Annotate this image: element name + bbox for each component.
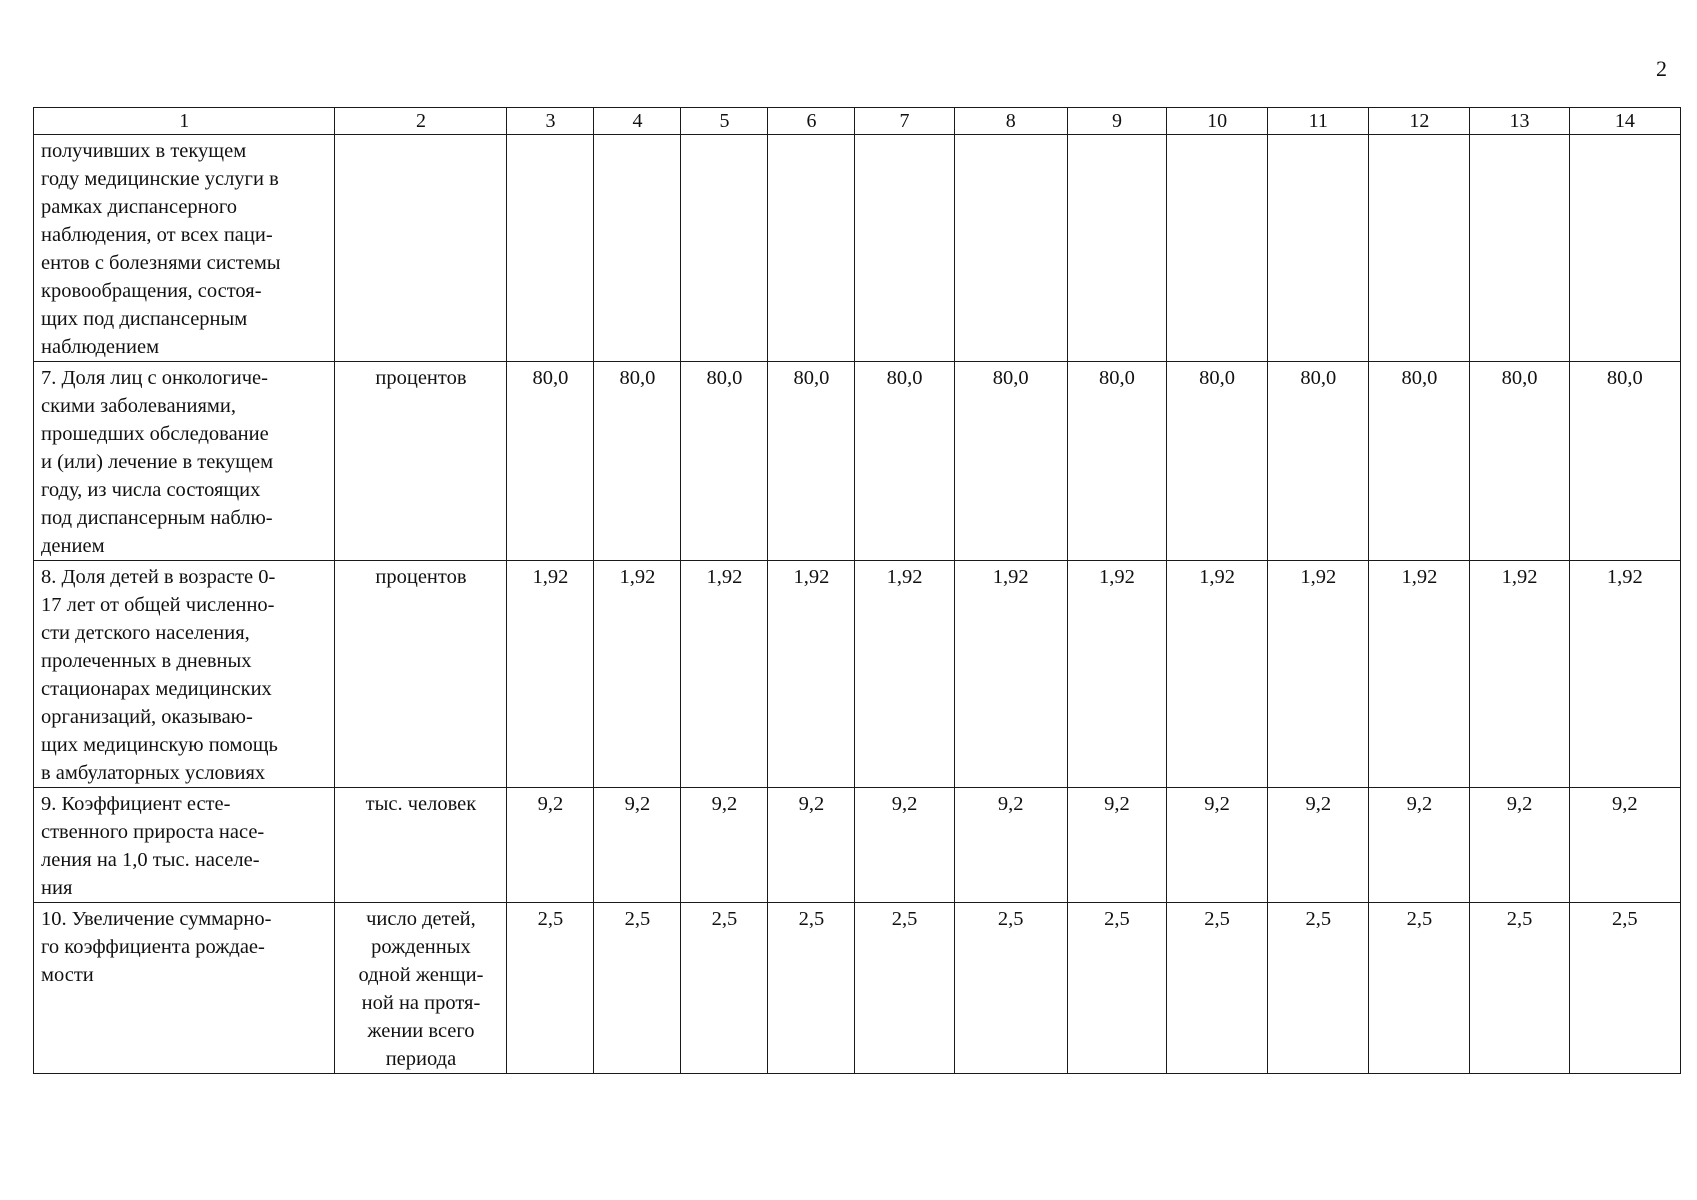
value-cell: 2,5 [1268, 903, 1369, 1074]
value-cell [855, 135, 954, 362]
column-header: 5 [681, 108, 768, 135]
value-cell: 9,2 [855, 788, 954, 903]
column-header: 1 [34, 108, 335, 135]
value-cell: 80,0 [1569, 362, 1680, 561]
value-cell: 80,0 [507, 362, 594, 561]
value-cell [594, 135, 681, 362]
column-header: 14 [1569, 108, 1680, 135]
value-cell: 2,5 [1569, 903, 1680, 1074]
table-row [34, 135, 1681, 362]
value-cell: 9,2 [954, 788, 1067, 903]
page-number: 2 [1656, 56, 1667, 81]
table-header-row [34, 108, 1681, 135]
value-cell: 9,2 [507, 788, 594, 903]
column-header: 13 [1470, 108, 1569, 135]
value-cell: 9,2 [1067, 788, 1166, 903]
value-cell: 1,92 [594, 561, 681, 788]
column-header: 10 [1167, 108, 1268, 135]
value-cell: 1,92 [1369, 561, 1470, 788]
column-header: 11 [1268, 108, 1369, 135]
value-cell: 1,92 [954, 561, 1067, 788]
value-cell: 2,5 [768, 903, 855, 1074]
value-cell: 9,2 [594, 788, 681, 903]
value-cell: 80,0 [855, 362, 954, 561]
column-header: 7 [855, 108, 954, 135]
value-cell [1167, 135, 1268, 362]
value-cell: 1,92 [1067, 561, 1166, 788]
column-header: 8 [954, 108, 1067, 135]
column-header: 3 [507, 108, 594, 135]
value-cell: 2,5 [1067, 903, 1166, 1074]
value-cell: 80,0 [1167, 362, 1268, 561]
table-row [34, 788, 1681, 903]
value-cell: 80,0 [1067, 362, 1166, 561]
value-cell: 9,2 [1268, 788, 1369, 903]
value-cell [1067, 135, 1166, 362]
value-cell: 9,2 [1369, 788, 1470, 903]
value-cell: 1,92 [681, 561, 768, 788]
value-cell: 80,0 [1470, 362, 1569, 561]
value-cell: 9,2 [768, 788, 855, 903]
value-cell: 2,5 [594, 903, 681, 1074]
value-cell [1268, 135, 1369, 362]
value-cell: 2,5 [954, 903, 1067, 1074]
value-cell: 80,0 [1268, 362, 1369, 561]
indicator-unit: процентов [375, 367, 467, 389]
value-cell: 80,0 [768, 362, 855, 561]
value-cell [681, 135, 768, 362]
value-cell [1569, 135, 1680, 362]
table-row [34, 903, 1681, 1074]
indicator-name: 8. Доля детей в возрасте 0- 17 лет от общей численно- сти детского населения, пролеченных в дневных стационарах медицинских организаций, оказываю- щих медицинскую помощь в амбулаторных условиях [41, 566, 278, 784]
value-cell [1470, 135, 1569, 362]
value-cell: 9,2 [1167, 788, 1268, 903]
column-header: 2 [335, 108, 507, 135]
value-cell: 2,5 [1369, 903, 1470, 1074]
column-header: 4 [594, 108, 681, 135]
value-cell: 2,5 [1470, 903, 1569, 1074]
indicator-unit: число детей, рожденных одной женщи- ной на протя- жении всего периода [358, 908, 484, 1070]
value-cell: 80,0 [1369, 362, 1470, 561]
indicator-name: 10. Увеличение суммарно- го коэффициента рождае- мости [41, 908, 272, 986]
value-cell: 1,92 [507, 561, 594, 788]
indicator-name: 9. Коэффициент есте- ственного прироста насе- ления на 1,0 тыс. населе- ния [41, 793, 265, 899]
column-header: 6 [768, 108, 855, 135]
indicator-unit: процентов [375, 566, 467, 588]
indicator-unit: тыс. человек [365, 793, 477, 815]
value-cell: 2,5 [855, 903, 954, 1074]
value-cell: 9,2 [681, 788, 768, 903]
value-cell: 80,0 [681, 362, 768, 561]
value-cell: 1,92 [1268, 561, 1369, 788]
value-cell: 9,2 [1470, 788, 1569, 903]
value-cell: 2,5 [681, 903, 768, 1074]
column-header: 9 [1067, 108, 1166, 135]
value-cell: 1,92 [1470, 561, 1569, 788]
value-cell: 1,92 [768, 561, 855, 788]
value-cell: 2,5 [1167, 903, 1268, 1074]
table-row [34, 561, 1681, 788]
value-cell: 80,0 [954, 362, 1067, 561]
value-cell [768, 135, 855, 362]
column-header: 12 [1369, 108, 1470, 135]
value-cell [507, 135, 594, 362]
value-cell: 9,2 [1569, 788, 1680, 903]
value-cell: 1,92 [1569, 561, 1680, 788]
value-cell [954, 135, 1067, 362]
indicator-name: 7. Доля лиц с онкологиче- скими заболеваниями, прошедших обследование и (или) лечение в текущем году, из числа состоящих под диспансерным наблю- дением [41, 367, 274, 557]
value-cell: 80,0 [594, 362, 681, 561]
value-cell: 1,92 [855, 561, 954, 788]
value-cell [1369, 135, 1470, 362]
indicators-table [33, 107, 1681, 1074]
value-cell: 2,5 [507, 903, 594, 1074]
indicator-name: получивших в текущем году медицинские услуги в рамках диспансерного наблюдения, от всех паци- ентов с болезнями системы кровообращения, состоя- щих под диспансерным наблюдением [41, 140, 281, 358]
table-row [34, 362, 1681, 561]
value-cell: 1,92 [1167, 561, 1268, 788]
